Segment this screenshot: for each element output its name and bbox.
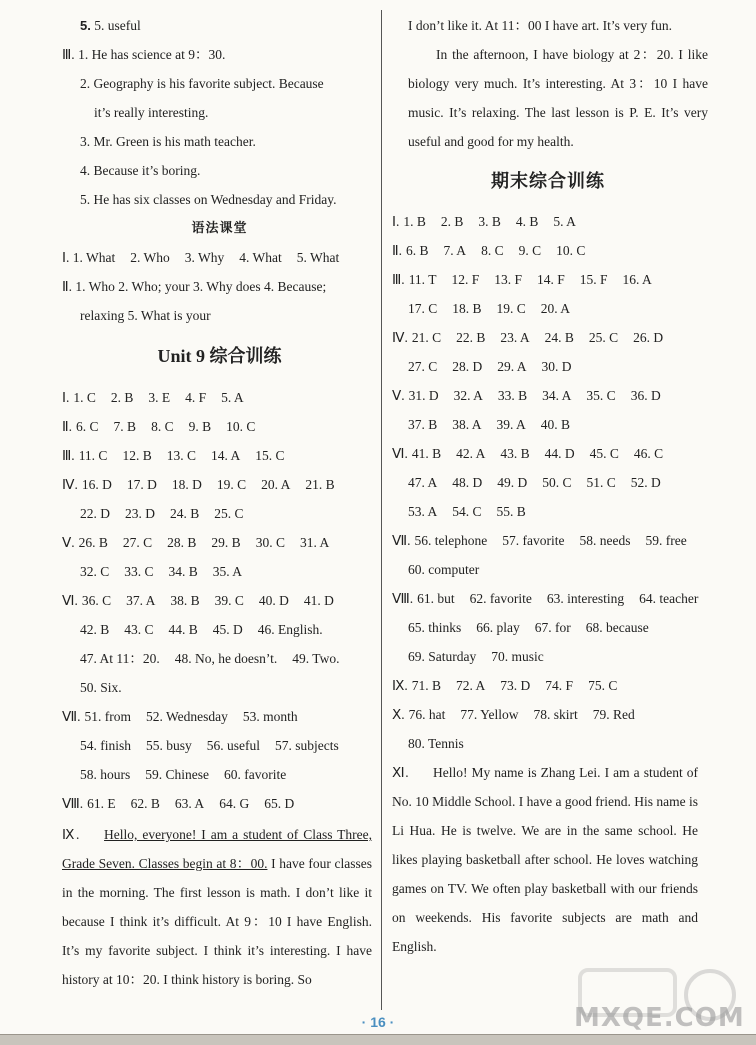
answer-row: [62, 441, 285, 470]
section-roman: Ⅳ.: [62, 477, 78, 492]
answer-item: 15. F: [579, 272, 608, 287]
answer-item: 51. C: [586, 475, 616, 490]
answer-row: [408, 613, 649, 642]
answer-item: 50. Six.: [80, 680, 122, 695]
answer-item: 70. music: [491, 649, 544, 664]
answer-item: 26. D: [633, 330, 664, 345]
answer-row: [392, 439, 663, 468]
answer-item: 75. C: [588, 678, 618, 693]
answer-item: 53. A: [408, 504, 438, 519]
answer-item: 71. B: [411, 678, 442, 693]
answer-item: 32. A: [453, 388, 483, 403]
answer-item: 5. A: [553, 214, 576, 229]
answer-item: 19. C: [496, 301, 526, 316]
answer-item: 67. for: [534, 620, 571, 635]
answer-item: 52. Wednesday: [146, 709, 228, 724]
unit-heading: Unit 9 综合训练: [157, 346, 282, 366]
answer-line: 3. Mr. Green is his math teacher.: [80, 134, 256, 149]
answer-item: 28. D: [452, 359, 483, 374]
answer-item: 12. F: [451, 272, 480, 287]
answer-item: 31. A: [299, 535, 330, 550]
answer-item: 47. A: [408, 475, 438, 490]
answer-item: 76. hat: [408, 707, 446, 722]
answer-item: 63. interesting: [546, 591, 625, 606]
answer-item: 1. What: [72, 250, 116, 265]
answer-item: 34. B: [168, 564, 198, 579]
answer-line: it’s really interesting.: [94, 105, 209, 120]
section-roman: Ⅱ.: [62, 419, 73, 434]
section-roman: Ⅱ.: [392, 243, 403, 258]
watermark-text: MXQE.COM: [574, 1003, 745, 1033]
passage-continued: I don’t like it. At 11：00 I have art. It’s very fun.: [408, 18, 672, 33]
answer-item: 39. A: [496, 417, 526, 432]
answer-item: 5. What: [296, 250, 340, 265]
answer-row: [408, 410, 570, 439]
answer-item: 45. D: [212, 622, 243, 637]
answer-item: 17. C: [408, 301, 438, 316]
answer-line: [62, 40, 225, 69]
answer-row: [408, 352, 572, 381]
answer-item: 59. free: [645, 533, 687, 548]
answer-row: [392, 236, 585, 265]
answer-item: 31. D: [408, 388, 439, 403]
answer-item: 49. Two.: [292, 651, 340, 666]
answer-item: 2. Who: [130, 250, 170, 265]
section-roman: Ⅴ.: [392, 388, 405, 403]
answer-item: 5. A: [221, 390, 244, 405]
answer-item: 63. A: [174, 796, 205, 811]
answer-row: [80, 731, 339, 760]
answer-item: 47. At 11：20.: [80, 651, 160, 666]
section-roman: Ⅷ.: [392, 591, 414, 606]
answer-item: 6. B: [406, 243, 429, 258]
answer-row: [392, 323, 663, 352]
section-roman: Ⅹ.: [392, 707, 405, 722]
answer-item: 18. B: [452, 301, 482, 316]
answer-item: 30. D: [541, 359, 572, 374]
answer-item: 44. D: [544, 446, 575, 461]
answer-item: 36. C: [81, 593, 112, 608]
answer-item: 53. month: [242, 709, 298, 724]
answer-item: 55. B: [496, 504, 526, 519]
answer-item: 16. D: [81, 477, 112, 492]
answer-item: 7. B: [113, 419, 137, 434]
answer-item: 9. B: [188, 419, 212, 434]
footer-bar: [0, 1034, 756, 1045]
answer-row: [392, 265, 652, 294]
answer-item: 6. C: [76, 419, 99, 434]
answer-item: 19. C: [216, 477, 247, 492]
answer-item: 29. A: [497, 359, 527, 374]
section-roman: Ⅳ.: [392, 330, 408, 345]
answer-row: [80, 760, 286, 789]
answer-row: [62, 528, 329, 557]
answer-item: 1. B: [403, 214, 426, 229]
answer-item: 48. D: [452, 475, 483, 490]
answer-row: [408, 642, 544, 671]
answer-row: [392, 381, 661, 410]
answer-item: 57. subjects: [275, 738, 339, 753]
answer-item: 43. B: [500, 446, 530, 461]
answer-item: 58. hours: [80, 767, 131, 782]
ix-text: I have four classes in the morning. The first lesson is math. I don’t like it because I think it’s difficult. At 9：10 I have English. It’s my favorite subject. I think it’s interesting. I have history at 10：20. I think history is boring. So: [62, 856, 372, 987]
answer-item: 10. C: [226, 419, 256, 434]
answer-item: 27. C: [408, 359, 438, 374]
answer-item: 3. Why: [184, 250, 225, 265]
section-roman: Ⅰ.: [62, 390, 70, 405]
answer-item: 79. Red: [592, 707, 635, 722]
answer-item: 59. Chinese: [145, 767, 209, 782]
answer-item: 13. C: [166, 448, 196, 463]
answer-item: 20. A: [540, 301, 571, 316]
answer-item: 58. needs: [579, 533, 631, 548]
answer-row: [392, 671, 617, 700]
answer-item: 4. B: [515, 214, 539, 229]
answer-item: 23. D: [125, 506, 155, 521]
answer-item: 2. B: [110, 390, 134, 405]
answer-item: 40. D: [258, 593, 289, 608]
answer-item: 7. A: [443, 243, 467, 258]
answer-item: 13. F: [494, 272, 522, 287]
section-roman: Ⅲ.: [62, 448, 75, 463]
answer-item: 61. E: [87, 796, 116, 811]
answer-item: 25. C: [588, 330, 619, 345]
answer-item: 66. play: [476, 620, 520, 635]
answer-item: 43. C: [124, 622, 154, 637]
section-roman: Ⅰ.: [62, 250, 70, 265]
section-roman: Ⅵ.: [392, 446, 408, 461]
grammar-heading: 语法课堂: [191, 221, 248, 236]
answer-text: 1. He has science at 9：30.: [78, 47, 226, 62]
answer-item: 42. B: [80, 622, 110, 637]
answer-item: 51. from: [84, 709, 131, 724]
answer-row: [62, 470, 335, 499]
answer-item: 61. but: [417, 591, 455, 606]
answer-item: 80. Tennis: [408, 736, 464, 751]
ix-underlined-sentence: Hello, everyone! I am a student of Class Three, Grade Seven. Classes begin at 8：00.: [62, 827, 373, 871]
answer-item: 27. C: [122, 535, 153, 550]
answer-line: 2. Geography is his favorite subject. Because: [80, 76, 324, 91]
answer-item: 55. busy: [146, 738, 192, 753]
answer-item: 4. What: [239, 250, 282, 265]
answer-item: 40. B: [540, 417, 571, 432]
answer-item: 38. B: [170, 593, 200, 608]
answer-row: [408, 729, 464, 758]
answer-text: 5. useful: [94, 18, 141, 33]
answer-item: 28. B: [167, 535, 197, 550]
answer-item: 37. A: [126, 593, 156, 608]
answer-item: 74. F: [545, 678, 574, 693]
section-roman: Ⅷ.: [62, 796, 84, 811]
ix-passage: [62, 820, 372, 994]
answer-line: [62, 272, 326, 301]
answer-item: 64. G: [219, 796, 250, 811]
answer-row: [80, 644, 339, 673]
answer-item: 50. C: [542, 475, 572, 490]
answer-item: 48. No, he doesn’t.: [174, 651, 278, 666]
answer-line: 5. 5. useful: [80, 18, 141, 33]
answer-item: 62. B: [130, 796, 160, 811]
passage-paragraph: In the afternoon, I have biology at 2：20. I like biology very much. It’s interesting. At 3：10 I have music. It’s relaxing. The last lesson is P. E. It’s very useful and good for my health.: [408, 47, 708, 149]
answer-item: 22. B: [456, 330, 486, 345]
answer-item: 45. C: [589, 446, 619, 461]
answer-item: 56. telephone: [414, 533, 488, 548]
answer-item: 65. thinks: [408, 620, 462, 635]
answer-item: 24. B: [170, 506, 200, 521]
answer-item: 73. D: [500, 678, 531, 693]
answer-item: 30. C: [255, 535, 285, 550]
answer-item: 60. favorite: [224, 767, 287, 782]
answer-item: 4. F: [185, 390, 207, 405]
answer-item: 54. C: [452, 504, 482, 519]
answer-item: 11. C: [78, 448, 108, 463]
answer-item: 3. B: [478, 214, 501, 229]
answer-row: [80, 615, 323, 644]
section-roman: Ⅶ.: [62, 709, 81, 724]
answer-item: 35. A: [212, 564, 243, 579]
answer-item: 41. B: [411, 446, 442, 461]
answer-item: 18. D: [171, 477, 202, 492]
answer-item: 37. B: [408, 417, 438, 432]
section-roman: Ⅶ.: [392, 533, 411, 548]
answer-text: 1. Who 2. Who; your 3. Why does 4. Because;: [75, 279, 327, 294]
answer-row: [392, 207, 576, 236]
answer-item: 60. computer: [408, 562, 480, 577]
answer-row: [392, 584, 698, 613]
answer-item: 62. favorite: [469, 591, 532, 606]
answer-item: 65. D: [264, 796, 295, 811]
answer-row: [408, 555, 479, 584]
answer-item: 3. E: [148, 390, 171, 405]
answer-row: [392, 526, 687, 555]
page-number: · 16 ·: [361, 1014, 395, 1030]
answer-item: 78. skirt: [533, 707, 578, 722]
answer-item: 8. C: [151, 419, 174, 434]
answer-item: 8. C: [481, 243, 504, 258]
section-roman: Ⅱ.: [62, 279, 73, 294]
section-roman: Ⅺ.: [392, 765, 409, 780]
answer-item: 64. teacher: [639, 591, 699, 606]
answer-item: 57. favorite: [502, 533, 565, 548]
xi-text: Hello! My name is Zhang Lei. I am a student of No. 10 Middle School. I have a good friend. His name is Li Hua. He is twelve. We are in the same school. He likes playing basketball after school. He loves watching games on TV. We often play basketball with our friends on weekends. His favorite subjects are math and English.: [392, 765, 698, 954]
section-roman: Ⅲ.: [62, 47, 75, 62]
final-heading: 期末综合训练: [491, 171, 605, 192]
answer-row: [408, 468, 661, 497]
answer-item: 2. B: [440, 214, 464, 229]
answer-row: [80, 557, 242, 586]
answer-item: 9. C: [518, 243, 542, 258]
answer-item: 22. D: [80, 506, 110, 521]
answer-item: 46. C: [633, 446, 664, 461]
answer-item: 54. finish: [80, 738, 132, 753]
answer-item: 34. A: [542, 388, 572, 403]
answer-item: 68. because: [585, 620, 649, 635]
answer-item: 35. C: [586, 388, 616, 403]
answer-item: 21. B: [305, 477, 335, 492]
answer-row: [392, 700, 635, 729]
answer-item: 1. C: [73, 390, 96, 405]
answer-item: 26. B: [78, 535, 108, 550]
answer-item: 21. C: [411, 330, 442, 345]
answer-item: 44. B: [168, 622, 198, 637]
answer-item: 15. C: [255, 448, 285, 463]
answer-row: [80, 499, 244, 528]
answer-item: 42. A: [456, 446, 486, 461]
answer-item: 14. F: [536, 272, 565, 287]
answer-item: 23. A: [500, 330, 530, 345]
answer-item: 52. D: [630, 475, 661, 490]
answer-item: 32. C: [80, 564, 110, 579]
answer-item: 41. D: [303, 593, 334, 608]
answer-item: 29. B: [211, 535, 241, 550]
answer-row: [80, 673, 122, 702]
answer-item: 56. useful: [206, 738, 261, 753]
answer-item: 36. D: [630, 388, 661, 403]
answer-item: 33. C: [124, 564, 154, 579]
answer-item: 24. B: [544, 330, 574, 345]
answer-item: 49. D: [497, 475, 528, 490]
xi-passage: [392, 758, 698, 961]
answer-line: relaxing 5. What is your: [80, 308, 211, 323]
answer-row: [408, 294, 570, 323]
answer-item: 69. Saturday: [408, 649, 477, 664]
answer-row: [62, 586, 334, 615]
answer-item: 11. T: [408, 272, 437, 287]
answer-item: 12. B: [122, 448, 152, 463]
answer-item: 10. C: [556, 243, 586, 258]
section-roman: Ⅵ.: [62, 593, 78, 608]
answer-line: [62, 243, 339, 272]
answer-row: [62, 702, 298, 731]
answer-row: [62, 383, 244, 412]
section-roman: Ⅸ.: [392, 678, 408, 693]
answer-item: 14. A: [210, 448, 241, 463]
answer-item: 25. C: [214, 506, 244, 521]
answer-item: 17. D: [126, 477, 157, 492]
answer-row: [62, 412, 255, 441]
answer-item: 16. A: [622, 272, 652, 287]
section-roman: Ⅰ.: [392, 214, 400, 229]
answer-item: 33. B: [497, 388, 528, 403]
answer-line: 4. Because it’s boring.: [80, 163, 201, 178]
answer-item: 20. A: [261, 477, 291, 492]
column-divider: [381, 10, 382, 1010]
answer-line: 5. He has six classes on Wednesday and Friday.: [80, 192, 337, 207]
section-roman: Ⅲ.: [392, 272, 405, 287]
section-roman: Ⅸ.: [62, 827, 80, 842]
answer-item: 39. C: [214, 593, 244, 608]
answer-item: 77. Yellow: [460, 707, 519, 722]
section-roman: Ⅴ.: [62, 535, 75, 550]
answer-item: 46. English.: [257, 622, 323, 637]
answer-row: [408, 497, 526, 526]
answer-item: 38. A: [452, 417, 482, 432]
answer-item: 72. A: [456, 678, 486, 693]
answer-row: [62, 789, 294, 818]
